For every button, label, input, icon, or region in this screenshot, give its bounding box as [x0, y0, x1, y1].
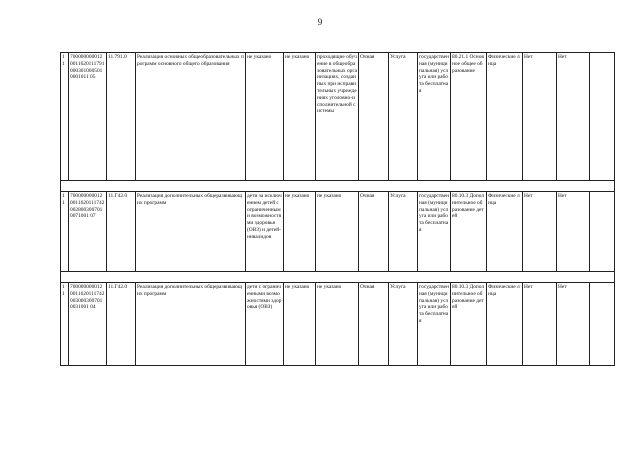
category-3: не указано — [316, 192, 359, 272]
activity-code: 80.10.3 Дополнительное образование детей — [451, 192, 487, 272]
service-name: Реализация дополнительных общеразвивающих программ — [136, 283, 246, 366]
study-form: Очная — [359, 53, 389, 181]
payment-status: государственная (муниципальная) услуга или работа бесплатная — [418, 283, 451, 366]
okved-code: 11.791.0 — [107, 53, 136, 181]
consumers: Физические лица — [487, 192, 523, 272]
services-table — [60, 52, 615, 366]
row-number: 11 — [61, 283, 69, 366]
table-row — [61, 53, 615, 181]
empty-cell — [590, 53, 615, 181]
service-type: Услуга — [389, 283, 418, 366]
empty-cell — [590, 192, 615, 272]
row-separator — [61, 181, 615, 192]
activity-code: 80.10.3 Дополнительное образование детей — [451, 283, 487, 366]
category-1: не указано — [246, 53, 284, 181]
category-2: не указано — [284, 283, 316, 366]
consumers: Физические лица — [487, 53, 523, 181]
registry-code: 70000000001200116201117420030003007010031001 04 — [69, 283, 107, 366]
registry-code: 70000000001200116201117910003010005010001011 05 — [69, 53, 107, 181]
flag-1: Нет — [523, 192, 557, 272]
flag-1: Нет — [523, 283, 557, 366]
category-2: не указано — [284, 53, 316, 181]
table-row — [61, 192, 615, 272]
study-form: Очная — [359, 192, 389, 272]
registry-code: 70000000001200116201117420028003007010071001 07 — [69, 192, 107, 272]
row-separator — [61, 272, 615, 283]
empty-cell — [590, 283, 615, 366]
flag-1: Нет — [523, 53, 557, 181]
payment-status: государственная (муниципальная) услуга или работа бесплатная — [418, 53, 451, 181]
flag-2: Нет — [557, 192, 590, 272]
category-2: не указано — [284, 192, 316, 272]
category-1: дети за исключением детей с ограниченными возможностями здоровья (ОВЗ) и детей-инвалидов — [246, 192, 284, 272]
category-1: дети с ограниченными возможностями здоровья (ОВЗ) — [246, 283, 284, 366]
payment-status: государственная (муниципальная) услуга или работа бесплатная — [418, 192, 451, 272]
study-form: Очная — [359, 283, 389, 366]
row-number: 11 — [61, 192, 69, 272]
flag-2: Нет — [557, 283, 590, 366]
row-number: 11 — [61, 53, 69, 181]
service-type: Услуга — [389, 53, 418, 181]
activity-code: 80.21.1 Основное общее образование — [451, 53, 487, 181]
page-number: 9 — [317, 17, 323, 27]
okved-code: 11.Г42.0 — [107, 283, 136, 366]
flag-2: Нет — [557, 53, 590, 181]
table-row — [61, 283, 615, 366]
service-type: Услуга — [389, 192, 418, 272]
consumers: Физические лица — [487, 283, 523, 366]
service-name: Реализация основных общеобразовательных программ основного общего образования — [136, 53, 246, 181]
okved-code: 11.Г42.0 — [107, 192, 136, 272]
service-name: Реализация дополнительных общеразвивающих программ — [136, 192, 246, 272]
category-3: проходящие обучение в общеобразовательных организациях, созданных при исправительных учреждениях уголовно-исполнительной системы — [316, 53, 359, 181]
category-3: не указано — [316, 283, 359, 366]
